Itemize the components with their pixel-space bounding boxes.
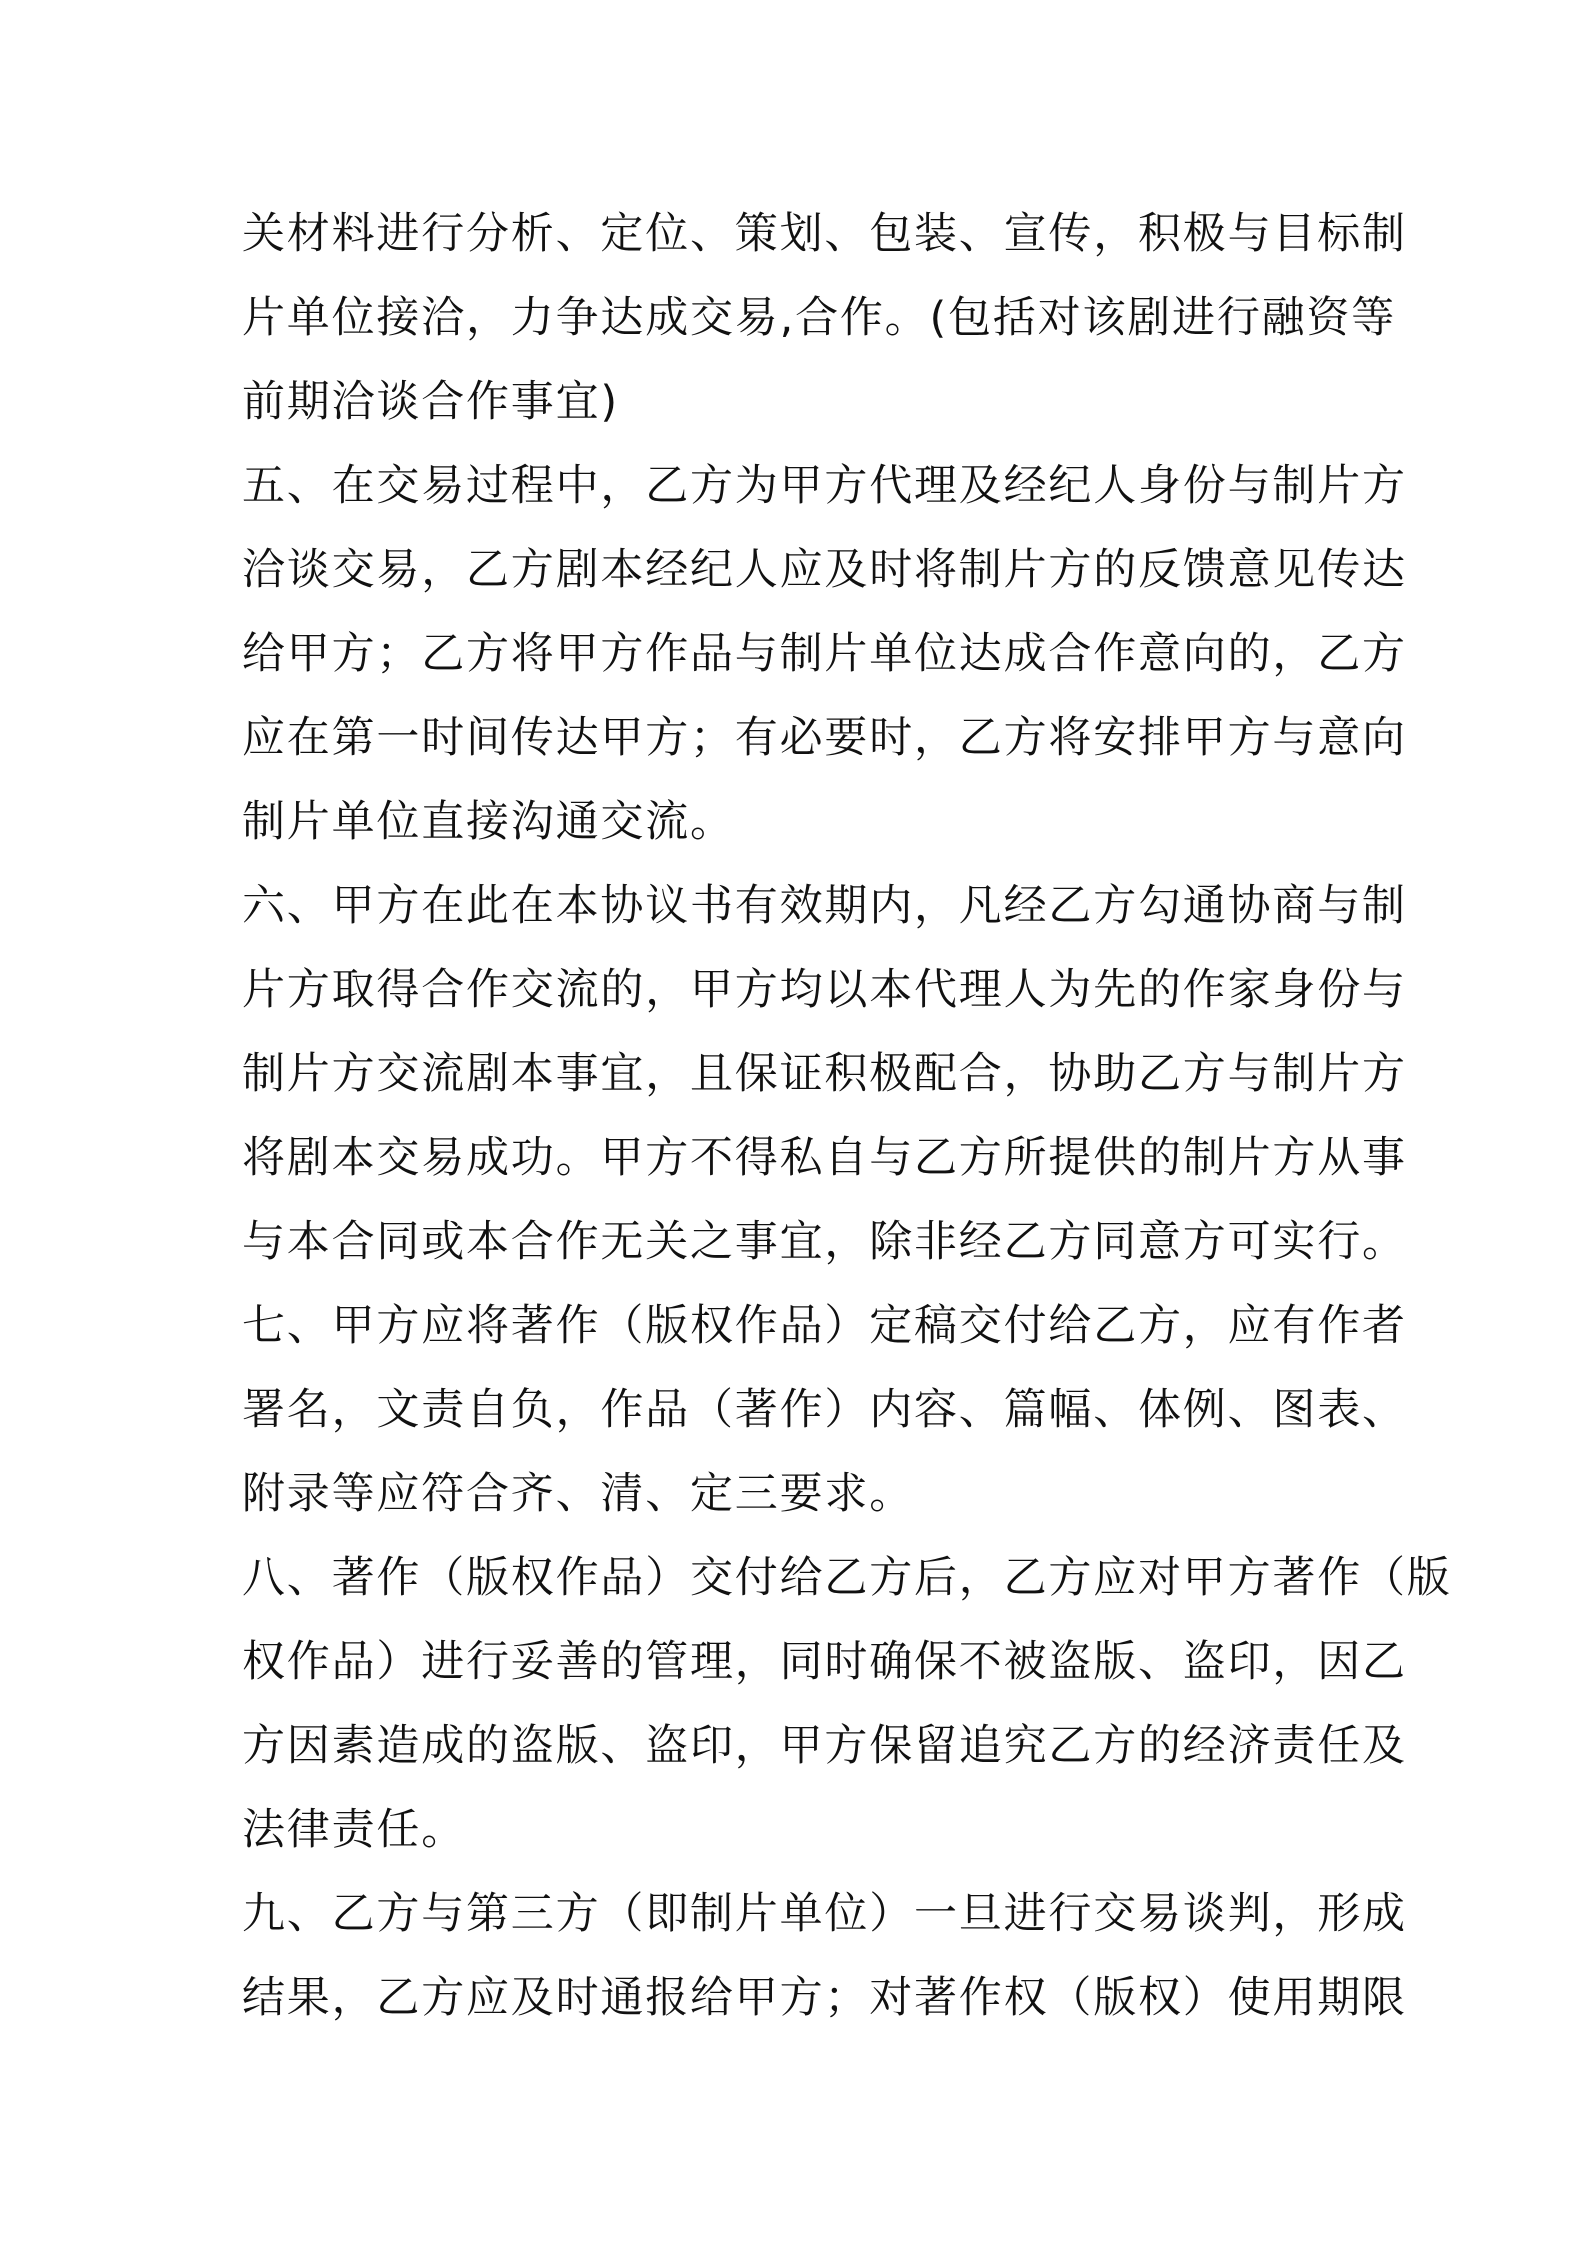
text-line: 结果，乙方应及时通报给甲方；对著作权（版权）使用期限 [242,1973,1407,2023]
text-line: 制片单位直接沟通交流。 [242,797,735,847]
text-line: 七、甲方应将著作（版权作品）定稿交付给乙方，应有作者 [242,1301,1407,1351]
text-line: 权作品）进行妥善的管理，同时确保不被盗版、盗印，因乙 [242,1637,1407,1687]
text-line: 五、在交易过程中，乙方为甲方代理及经纪人身份与制片方 [242,461,1407,511]
text-line: 洽谈交易，乙方剧本经纪人应及时将制片方的反馈意见传达 [242,545,1407,595]
text-line: 前期洽谈合作事宜) [242,377,619,427]
text-line: 片方取得合作交流的，甲方均以本代理人为先的作家身份与 [242,965,1407,1015]
text-line: 方因素造成的盗版、盗印，甲方保留追究乙方的经济责任及 [242,1721,1407,1771]
text-line: 制片方交流剧本事宜，且保证积极配合，协助乙方与制片方 [242,1049,1407,1099]
text-line: 片单位接洽，力争达成交易,合作。(包括对该剧进行融资等 [242,293,1397,343]
text-line: 应在第一时间传达甲方；有必要时，乙方将安排甲方与意向 [242,713,1407,763]
text-line: 九、乙方与第三方（即制片单位）一旦进行交易谈判，形成 [242,1889,1407,1939]
text-line: 八、著作（版权作品）交付给乙方后，乙方应对甲方著作（版 [242,1553,1452,1603]
text-line: 附录等应符合齐、清、定三要求。 [242,1469,914,1519]
document-body [242,192,1452,2040]
text-line: 署名，文责自负，作品（著作）内容、篇幅、体例、图表、 [242,1385,1407,1435]
text-line: 关材料进行分析、定位、策划、包装、宣传，积极与目标制 [242,209,1407,259]
text-line: 给甲方；乙方将甲方作品与制片单位达成合作意向的，乙方 [242,629,1407,679]
text-line: 法律责任。 [242,1805,466,1855]
text-line: 与本合同或本合作无关之事宜，除非经乙方同意方可实行。 [242,1217,1407,1267]
text-line: 六、甲方在此在本协议书有效期内，凡经乙方勾通协商与制 [242,881,1407,931]
text-line: 将剧本交易成功。甲方不得私自与乙方所提供的制片方从事 [242,1133,1407,1183]
